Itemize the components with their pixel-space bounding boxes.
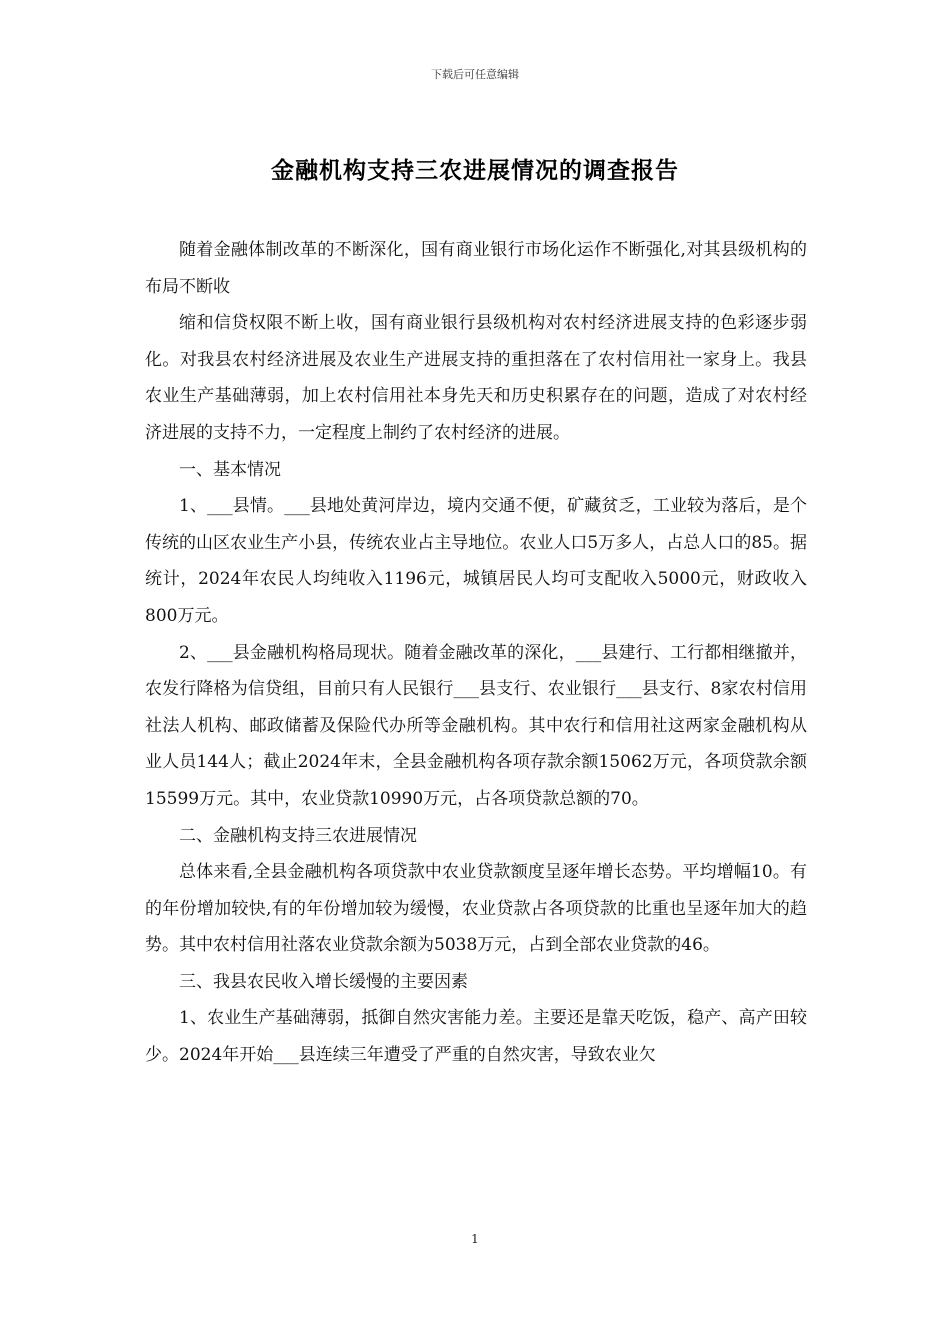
section-heading: 一、基本情况: [179, 459, 281, 480]
paragraph: 随着金融体制改革的不断深化，国有商业银行市场化运作不断强化,对其县级机构的布局不断收: [145, 240, 807, 297]
document-title: 金融机构支持三农进展情况的调查报告: [271, 157, 679, 184]
paragraph: 缩和信贷权限不断上收，国有商业银行县级机构对农村经济进展支持的色彩逐步弱化。对我县农村经济进展及农业生产进展支持的重担落在了农村信用社一家身上。我县农业生产基础薄弱，加上农村信用社本身先天和历史积累存在的问题，造成了对农村经济进展的支持不力，一定程度上制约了农村经济的进展。: [145, 313, 807, 443]
document-body: [145, 232, 807, 1074]
paragraph: 1、___县情。___县地处黄河岸边，境内交通不便，矿藏贫乏，工业较为落后，是个传统的山区农业生产小县，传统农业占主导地位。农业人口5万多人，占总人口的85。据统计，2024年农民人均纯收入1196元，城镇居民人均可支配收入5000元，财政收入800万元。: [145, 496, 807, 626]
section-heading: 二、金融机构支持三农进展情况: [179, 825, 417, 846]
section-heading: 三、我县农民收入增长缓慢的主要因素: [179, 971, 468, 992]
paragraph: 总体来看,全县金融机构各项贷款中农业贷款额度呈逐年增长态势。平均增幅10。有的年份增加较快,有的年份增加较为缓慢，农业贷款占各项贷款的比重也呈逐年加大的趋势。其中农村信用社落农业贷款余额为5038万元，占到全部农业贷款的46。: [145, 862, 807, 956]
paragraph: 2、___县金融机构格局现状。随着金融改革的深化，___县建行、工行都相继撤并，农发行降格为信贷组，目前只有人民银行___县支行、农业银行___县支行、8家农村信用社法人机构、邮政储蓄及保险代办所等金融机构。其中农行和信用社这两家金融机构从业人员144人；截止2024年末，全县金融机构各项存款余额15062万元，各项贷款余额15599万元。其中，农业贷款10990万元，占各项贷款总额的70。: [145, 642, 807, 809]
page-number: 1: [471, 1232, 479, 1246]
paragraph: 1、农业生产基础薄弱，抵御自然灾害能力差。主要还是靠天吃饭，稳产、高产田较少。2024年开始___县连续三年遭受了严重的自然灾害，导致农业欠: [145, 1008, 807, 1066]
header-note: 下载后可任意编辑: [431, 68, 519, 81]
